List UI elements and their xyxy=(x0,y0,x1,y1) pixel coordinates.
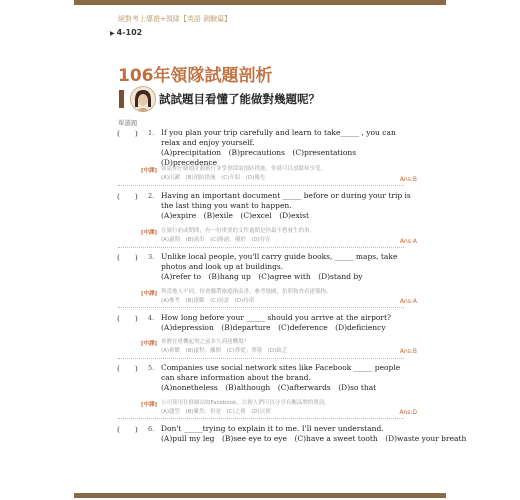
translation-tag: [中譯] xyxy=(141,168,158,174)
answer-paren: ( ) xyxy=(117,364,138,373)
answer-paren: ( ) xyxy=(117,129,138,138)
question-stem xyxy=(161,313,411,333)
question-options: (A)nonetheless (B)although (C)afterwards (D)so that xyxy=(161,383,377,392)
translation-tag: [中譯] xyxy=(141,230,158,236)
translation-tag: [中譯] xyxy=(141,291,158,297)
question-stem-text: Having an important document _____ before or during your trip is the last thing you want to happen. xyxy=(161,191,411,210)
avatar-portrait-icon xyxy=(131,87,155,111)
divider xyxy=(118,247,404,248)
question-stem xyxy=(161,128,411,168)
question-number: 2. xyxy=(148,192,155,200)
page-number-text: 4-102 xyxy=(116,28,143,37)
divider xyxy=(118,418,404,419)
answer-key: Ans:A xyxy=(399,238,417,245)
question-options: (A)expire (B)exile (C)excel (D)exist xyxy=(161,211,310,220)
translation-tag: [中譯] xyxy=(141,341,158,347)
translation-options: (A)儘管 (B)雖然；但是 (C)之後 (D)以便 xyxy=(161,409,271,415)
translation-sentence: 在旅行前或期間，有一份重要的文件過期是你最不想發生的事。 xyxy=(161,228,316,234)
translation-tag: [中譯] xyxy=(141,402,158,408)
question-stem-text: Don't _____trying to explain it to me. I'll never understand. xyxy=(161,424,384,433)
question-number: 4. xyxy=(148,314,155,322)
question-number: 3. xyxy=(148,253,155,261)
translation xyxy=(161,227,411,245)
answer-paren: ( ) xyxy=(117,425,138,434)
translation xyxy=(161,399,411,417)
question-options: (A)precipitation (B)precautions (C)presentations (D)precedence xyxy=(161,148,364,167)
question-stem xyxy=(161,363,411,393)
answer-paren: ( ) xyxy=(117,253,138,262)
author-avatar xyxy=(130,86,156,112)
translation-options: (A)抑鬱 (B)啟程；離開 (C)尊從；尊敬 (D)缺乏 xyxy=(161,348,288,354)
triangle-marker-icon: ▶ xyxy=(110,30,115,37)
answer-paren: ( ) xyxy=(117,314,138,323)
question-stem xyxy=(161,424,467,444)
top-decor-bar xyxy=(74,0,446,5)
question-stem-text: Unlike local people, you'll carry guide books, _____ maps, take photos and look up at buildings. xyxy=(161,252,398,271)
question-stem-text: Companies use social network sites like Facebook _____ people can share information about the brand. xyxy=(161,363,401,382)
bottom-decor-bar xyxy=(74,493,446,498)
running-header: 絕對考上導遊+領隊【英語 測驗篇】 xyxy=(118,15,232,23)
question-options: (A)refer to (B)hang up (C)agree with (D)stand by xyxy=(161,272,363,281)
question-stem-text: How long before your _____ should you arrive at the airport? xyxy=(161,313,392,322)
answer-key: Ans:B xyxy=(399,176,417,183)
question-options: (A)depression (B)departure (C)deference (D)deficiency xyxy=(161,323,386,332)
question-stem xyxy=(161,252,411,282)
question-stem-text: If you plan your trip carefully and learn to take_____ , you can relax and enjoy yourself. xyxy=(161,128,396,147)
question-type-label: 單選題 xyxy=(118,119,138,127)
translation-options: (A)過期 (B)流出 (C)勝過；優於 (D)存在 xyxy=(161,237,271,243)
translation-options: (A)沉澱 (B)預防措施 (C)介紹 (D)優先 xyxy=(161,175,266,181)
translation-sentence: 與當地人不同，你會攜帶旅遊指南書，參考地圖，拍照和查看建築物。 xyxy=(161,289,332,295)
question-number: 5. xyxy=(148,364,155,372)
section-marker-bar xyxy=(119,90,124,108)
question-options: (A)pull my leg (B)see eye to eye (C)have a sweet tooth (D)waste your breath xyxy=(161,434,467,443)
translation-sentence: 如果你仔細地計劃旅行並學會採取預防措施，你就可以放鬆和享受。 xyxy=(161,166,327,172)
divider xyxy=(118,358,404,359)
divider xyxy=(118,307,404,308)
answer-key: Ans:B xyxy=(399,348,417,355)
question-number: 1. xyxy=(148,129,155,137)
translation xyxy=(161,165,411,183)
divider xyxy=(118,185,404,186)
section-heading: 試試題目看懂了能做對幾題呢？ xyxy=(159,92,320,106)
answer-paren: ( ) xyxy=(117,192,138,201)
answer-key: Ans:D xyxy=(399,409,417,416)
translation xyxy=(161,338,411,356)
question-stem xyxy=(161,191,411,221)
translation-sentence: 你應在班機起飛之前多久到達機場？ xyxy=(161,339,250,345)
translation xyxy=(161,288,411,306)
chapter-title: 106年領隊試題剖析 xyxy=(118,66,273,86)
translation-sentence: 公司使用社群網站如Facebook，以便人們可以分享有關品牌的資訊。 xyxy=(161,400,330,406)
answer-key: Ans:A xyxy=(399,298,417,305)
question-number: 6. xyxy=(148,425,155,433)
translation-options: (A)參考 (B)掛斷 (C)同意 (D)待命 xyxy=(161,298,255,304)
page-number xyxy=(110,28,142,37)
